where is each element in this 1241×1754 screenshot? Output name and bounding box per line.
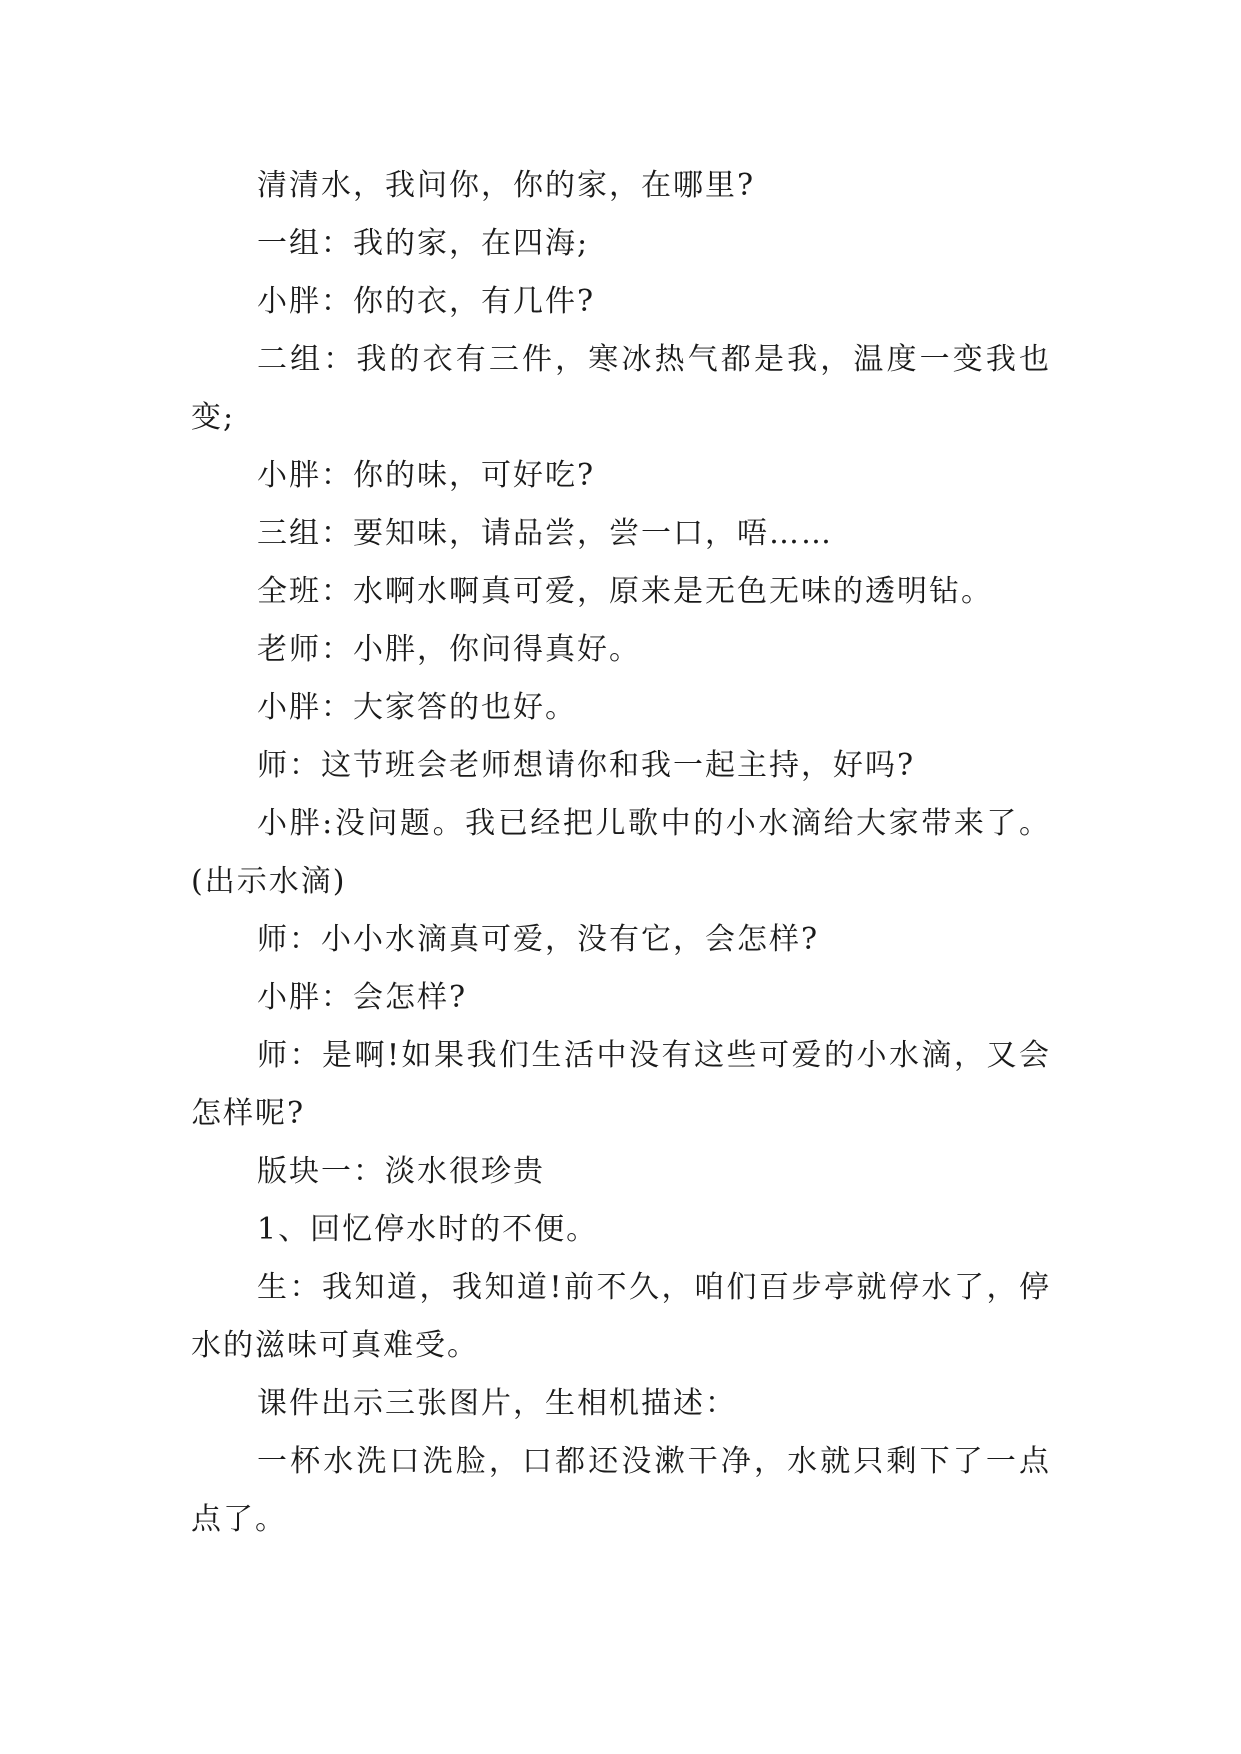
paragraph: 老师：小胖，你问得真好。 bbox=[257, 632, 641, 667]
paragraph: 小胖:没问题。我已经把儿歌中的小水滴给大家带来了。(出示水滴) bbox=[191, 806, 1051, 899]
paragraph: 师：小小水滴真可爱，没有它，会怎样? bbox=[257, 922, 820, 957]
paragraph: 师：是啊!如果我们生活中没有这些可爱的小水滴，又会怎样呢? bbox=[191, 1038, 1051, 1131]
paragraph: 师：这节班会老师想请你和我一起主持，好吗? bbox=[257, 748, 916, 783]
paragraph: 小胖：会怎样? bbox=[257, 980, 468, 1015]
paragraph: 1、回忆停水时的不便。 bbox=[257, 1212, 599, 1247]
paragraph: 课件出示三张图片，生相机描述： bbox=[257, 1386, 737, 1421]
paragraph: 一组：我的家，在四海; bbox=[257, 226, 590, 261]
paragraph: 小胖：你的味，可好吃? bbox=[257, 458, 596, 493]
paragraph: 小胖：大家答的也好。 bbox=[257, 690, 577, 725]
paragraph: 生：我知道，我知道!前不久，咱们百步亭就停水了，停水的滋味可真难受。 bbox=[191, 1270, 1051, 1363]
paragraph: 全班：水啊水啊真可爱，原来是无色无味的透明钻。 bbox=[257, 574, 993, 609]
paragraph: 清清水，我问你，你的家，在哪里? bbox=[257, 168, 756, 203]
paragraph: 二组：我的衣有三件，寒冰热气都是我，温度一变我也变; bbox=[191, 342, 1051, 435]
paragraph: 一杯水洗口洗脸，口都还没漱干净，水就只剩下了一点点了。 bbox=[191, 1444, 1051, 1537]
document-body bbox=[191, 157, 1051, 1549]
section-heading: 版块一：淡水很珍贵 bbox=[257, 1154, 545, 1189]
paragraph: 三组：要知味，请品尝，尝一口，唔…… bbox=[257, 516, 833, 551]
paragraph: 小胖：你的衣，有几件? bbox=[257, 284, 596, 319]
